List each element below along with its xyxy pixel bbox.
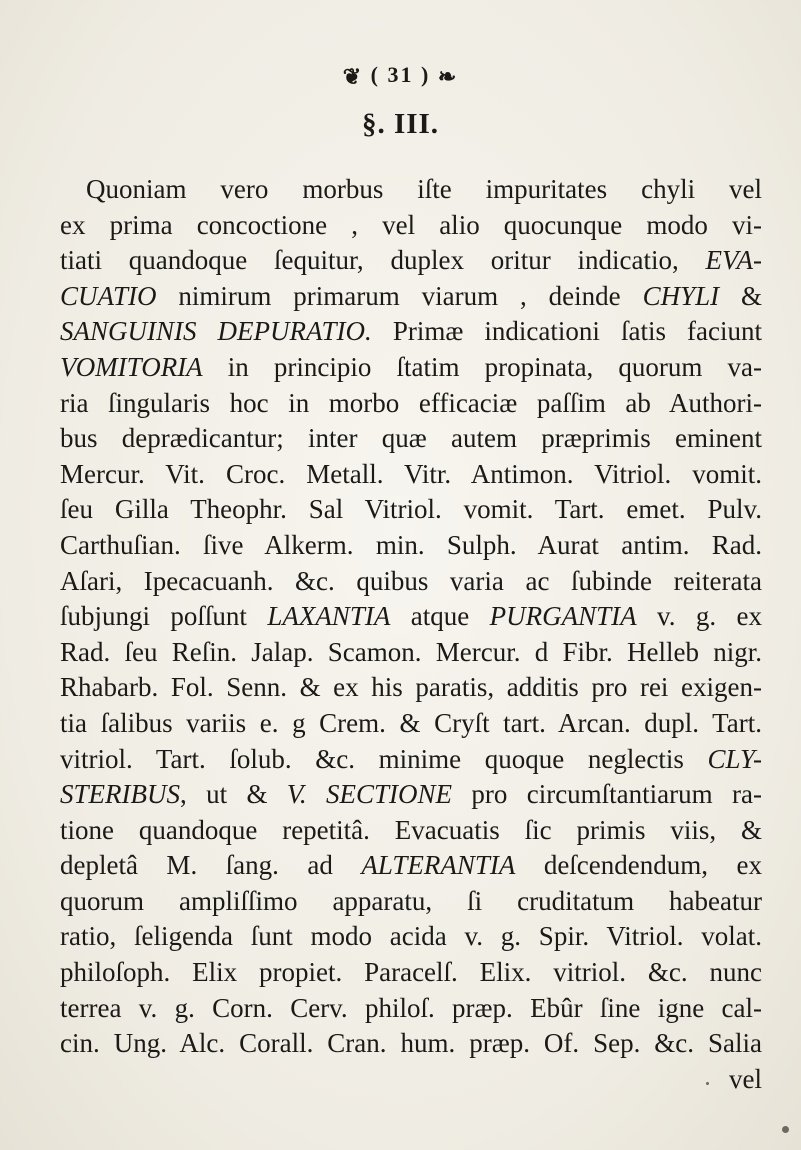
italic-term: LAXANTIA xyxy=(267,601,391,632)
text-run: philoſoph. Elix propiet. Paracelſ. Elix. vitriol. &c. nunc xyxy=(60,957,762,988)
text-run: atque xyxy=(390,601,490,632)
text-run: ratio, ſeligenda ſunt modo acida v. g. Spir. Vitriol. volat. xyxy=(60,921,762,952)
text-run: & xyxy=(719,280,762,311)
text-line xyxy=(60,564,762,600)
text-run: bus deprædicantur; inter quæ autem præprimis eminent xyxy=(60,423,762,454)
text-run: vel xyxy=(729,1063,762,1094)
text-run: nimirum primarum viarum , deinde xyxy=(156,280,643,311)
text-run: depletâ M. ſang. ad xyxy=(60,850,362,881)
italic-term: CUATIO xyxy=(60,280,157,311)
italic-term: VOMITORIA xyxy=(60,351,203,382)
italic-term: STERIBUS xyxy=(60,779,180,810)
text-line xyxy=(60,599,762,635)
text-run: tia ſalibus variis e. g Crem. & Cryſt tart. Arcan. dupl. Tart. xyxy=(60,707,762,738)
text-run: ſubjungi poſſunt xyxy=(60,601,268,632)
left-ornament-icon: ❦ xyxy=(342,63,364,89)
text-line xyxy=(60,492,762,528)
text-run: terrea v. g. Corn. Cerv. philoſ. præp. Ebûr ſine igne cal- xyxy=(60,992,762,1023)
text-run: pro circumſtantiarum ra- xyxy=(451,779,762,810)
text-line xyxy=(60,884,762,920)
text-run: Rad. ſeu Reſin. Jalap. Scamon. Mercur. d Fibr. Helleb nigr. xyxy=(60,636,762,667)
italic-term: SANGUINIS DEPURATIO. xyxy=(60,316,372,347)
text-line xyxy=(60,1062,762,1098)
body-paragraph xyxy=(60,172,762,1097)
italic-term: ALTERANTIA xyxy=(361,850,516,881)
text-line xyxy=(60,314,762,350)
text-line xyxy=(60,991,762,1027)
text-run: v. g. ex xyxy=(636,601,762,632)
text-run: Mercur. Vit. Croc. Metall. Vitr. Antimon. Vitriol. vomit. xyxy=(60,458,762,489)
text-line xyxy=(60,919,762,955)
text-run: cin. Ung. Alc. Corall. Cran. hum. præp. Of. Sep. &c. Salia xyxy=(60,1028,762,1059)
section-heading: §. III. xyxy=(361,108,440,140)
italic-term: CLY- xyxy=(707,743,762,774)
right-ornament-icon: ❧ xyxy=(437,63,459,89)
italic-term: PURGANTIA xyxy=(489,601,637,632)
ink-speck xyxy=(706,1082,709,1085)
text-run: ex prima concoctione , vel alio quocunque modo vi- xyxy=(60,209,762,240)
text-line xyxy=(60,1026,762,1062)
text-line xyxy=(60,528,762,564)
text-run: deſcendendum, ex xyxy=(515,850,762,881)
text-run: , ut & xyxy=(179,779,287,810)
text-run: ria ſingularis hoc in morbo efficaciæ paſſim ab Authori- xyxy=(60,387,762,418)
page-number: ( 31 ) xyxy=(370,62,431,87)
text-run: Quoniam vero morbus iſte impuritates chyli vel xyxy=(86,174,762,204)
text-run: ſeu Gilla Theophr. Sal Vitriol. vomit. Tart. emet. Pulv. xyxy=(60,494,762,525)
text-line xyxy=(60,742,762,778)
text-line xyxy=(60,635,762,671)
text-line xyxy=(60,208,762,244)
text-run: in principio ſtatim propinata, quorum va- xyxy=(202,351,762,382)
text-run: tiati quandoque ſequitur, duplex oritur indicatio, xyxy=(60,245,706,276)
text-line xyxy=(60,386,762,422)
text-run: Carthuſian. ſive Alkerm. min. Sulph. Aurat antim. Rad. xyxy=(60,529,762,560)
text-line xyxy=(60,421,762,457)
text-run: tione quandoque repetitâ. Evacuatis ſic primis viis, & xyxy=(60,814,762,845)
italic-term: CHYLI xyxy=(642,280,720,311)
text-line xyxy=(60,350,762,386)
text-line xyxy=(60,848,762,884)
text-line xyxy=(60,172,762,208)
text-line xyxy=(60,279,762,315)
text-run: Rhabarb. Fol. Senn. & ex his paratis, additis pro rei exigen- xyxy=(60,672,762,703)
text-run: vitriol. Tart. ſolub. &c. minime quoque neglectis xyxy=(60,743,708,774)
text-line xyxy=(60,243,762,279)
text-line xyxy=(60,706,762,742)
ink-speck xyxy=(782,1126,789,1133)
italic-term: EVA- xyxy=(705,245,762,276)
italic-term: V. SECTIONE xyxy=(286,779,452,810)
text-line xyxy=(60,777,762,813)
text-line xyxy=(60,955,762,991)
text-line xyxy=(60,813,762,849)
text-run: Aſari, Ipecacuanh. &c. quibus varia ac ſubinde reiterata xyxy=(60,565,762,596)
text-line xyxy=(60,457,762,493)
running-head xyxy=(0,62,801,90)
text-run: Primæ indicationi ſatis faciunt xyxy=(371,316,762,347)
text-run: quorum ampliſſimo apparatu, ſi cruditatum habeatur xyxy=(60,885,762,916)
text-line xyxy=(60,670,762,706)
